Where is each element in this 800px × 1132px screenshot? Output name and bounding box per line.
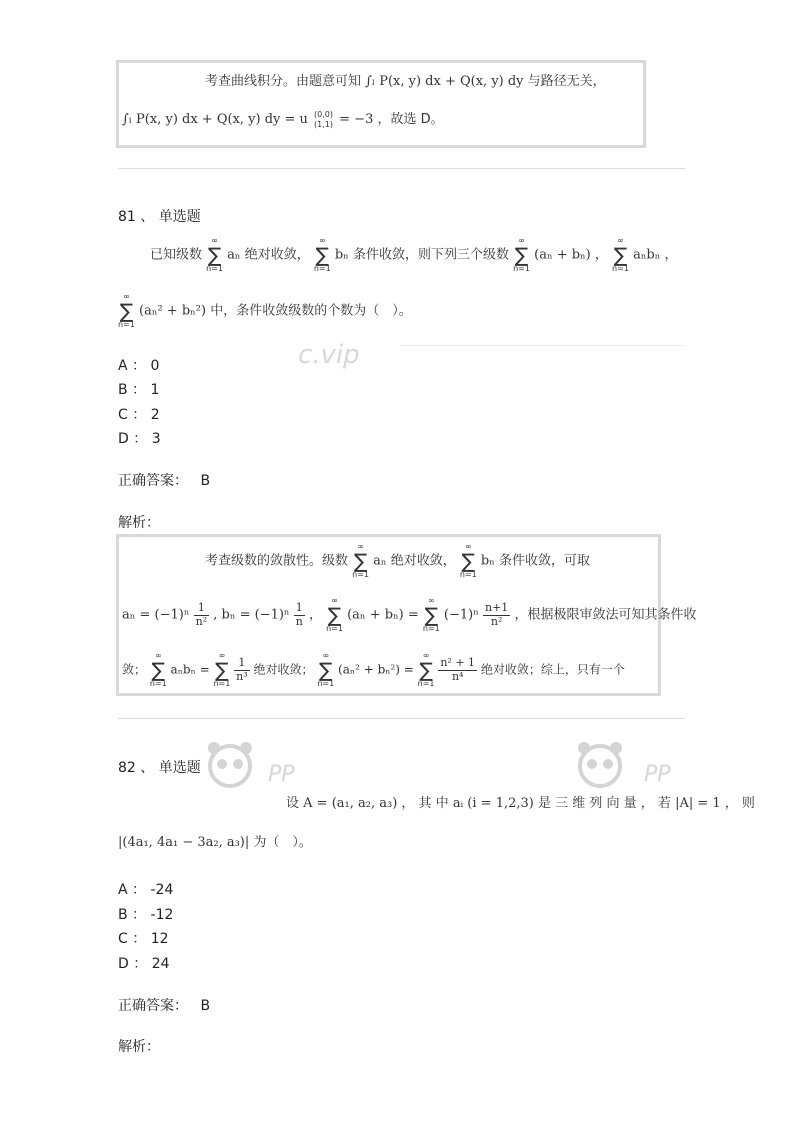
an-l2d: (aₙ + bₙ) = [347,607,419,623]
option-label: C ： [118,931,147,947]
an-l3c: 绝对收敛； [253,662,314,677]
fraction [234,657,250,683]
q82-s3: 是 三 维 列 向 量 ， 若 [538,796,671,811]
an-l3a: 敛； [122,662,147,677]
q82-correct-answer [118,995,210,1015]
option-label: B ： [118,382,147,398]
fraction [294,602,305,628]
q81-option-a[interactable] [118,355,159,375]
an-l2c: ， [308,607,322,623]
top-text-b: 与路径无关， [527,74,606,89]
q81-comma1: ， [594,247,608,263]
sum-symbol [352,543,369,579]
q82-analysis-label: 解析： [118,1039,160,1055]
q82-s5: 为（ ）。 [253,835,312,850]
answer-label: 正确答案： [118,473,188,489]
frac-den: n³ [236,669,248,683]
q81-option-d[interactable] [118,428,161,448]
sum-sigma: ∑ [424,603,439,627]
sum-sigma: ∑ [119,299,134,323]
an-l1d: bₙ [480,553,495,569]
q81-s4: 中，条件收敛级数的个数为（ ）。 [210,303,412,319]
sum-symbol [612,237,629,273]
sum-symbol [423,597,440,633]
q82-s2: ， 其 中 [401,796,449,811]
q82-stem-line1 [286,792,755,811]
an-l3e: 绝对收敛；综上，只有一个 [480,662,625,677]
option-value: 1 [150,382,160,398]
top-expr: ∫ₗ P(x, y) dx + Q(x, y) dy = u [122,112,308,127]
sum-sigma: ∑ [353,549,368,573]
fraction [194,602,210,628]
watermark-panda-icon [570,738,640,788]
option-label: B ： [118,907,147,923]
sum-sigma: ∑ [207,243,222,267]
q82-option-d[interactable] [118,953,170,973]
q81-s2: 绝对收敛， [244,247,310,263]
sum-symbol [118,293,135,329]
option-label: A ： [118,358,147,374]
q81-option-c[interactable] [118,404,160,424]
q81-term-anbn: aₙbₙ [633,247,661,263]
q82-expr1: A = (a₁, a₂, a₃) [303,796,398,811]
top-suffix: ，故选 D。 [377,112,444,127]
sum-upper: ∞ [357,542,364,551]
sum-upper: ∞ [422,651,430,660]
sum-symbol [513,237,530,273]
sum-lower: n=1 [352,570,370,579]
watermark-vip: c.vip [298,340,360,370]
option-label: C ： [118,407,147,423]
frac-num: n+1 [485,600,509,614]
sum-sigma: ∑ [319,658,333,682]
sum-lower: n=1 [313,264,331,273]
sum-lower: n=1 [213,679,231,688]
sum-upper: ∞ [154,651,162,660]
sum-upper: ∞ [218,651,226,660]
sum-symbol [317,652,334,688]
frac-den: n² [195,614,208,628]
q82-expr2: aᵢ (i = 1,2,3) [452,796,534,811]
sum-symbol [213,652,230,688]
answer-value: B [200,998,211,1014]
q82-option-c[interactable] [118,928,169,948]
frac-num: n² + 1 [440,655,476,669]
q82-option-a[interactable] [118,879,173,899]
q82-expr3: |A| = 1 [675,796,721,811]
sum-upper: ∞ [464,542,472,551]
sum-lower: n=1 [417,679,435,688]
limit-lower: (1,1) [314,119,334,129]
sum-sigma: ∑ [327,603,342,627]
sum-upper: ∞ [428,596,435,605]
frac-num: 1 [234,657,250,671]
frac-den: n² [490,614,503,628]
sum-sigma: ∑ [215,658,229,682]
q81-stem-line1 [150,237,678,273]
option-value: 0 [150,358,160,374]
sum-upper: ∞ [322,651,330,660]
sum-symbol [418,652,435,688]
q81-analysis-line2 [122,597,696,633]
sum-lower: n=1 [206,264,224,273]
sum-sigma: ∑ [461,549,476,573]
an-l2a: aₙ = (−1)ⁿ [122,607,190,623]
sum-sigma: ∑ [419,658,433,682]
q81-analysis-line1 [205,543,590,579]
an-l1e: 条件收敛，可取 [498,553,590,569]
question-81-header: 81 、 单选题 [118,209,201,225]
sum-sigma: ∑ [514,243,529,267]
q81-s3: 条件收敛，则下列三个级数 [352,247,509,263]
option-value: 2 [150,407,160,423]
sum-upper: ∞ [518,236,525,245]
sum-lower: n=1 [459,570,477,579]
sum-upper: ∞ [617,236,624,245]
q82-option-b[interactable] [118,904,173,924]
option-label: D ： [118,956,148,972]
q81-stem-line2 [118,293,412,329]
q81-correct-answer [118,470,210,490]
sum-lower: n=1 [513,264,530,273]
q81-term-ab: (aₙ + bₙ) [534,247,591,263]
answer-value: B [200,473,211,489]
top-integral: ∫ₗ P(x, y) dx + Q(x, y) dy [365,74,524,89]
option-label: D ： [118,431,148,447]
frac-den: n [295,614,303,628]
divider [118,718,685,719]
q82-s1: 设 [286,796,300,811]
an-l1c: 绝对收敛， [390,553,456,569]
sum-lower: n=1 [149,679,167,688]
option-value: -24 [150,882,174,898]
fraction [483,602,510,628]
sum-sigma: ∑ [315,243,330,267]
sum-upper: ∞ [331,596,338,605]
sum-symbol [326,597,343,633]
sum-upper: ∞ [318,236,326,245]
frac-num: 1 [294,602,305,616]
frac-den: n⁴ [451,669,464,683]
q81-s1: 已知级数 [150,247,203,263]
q81-analysis-line3 [122,652,625,688]
option-value: 24 [151,956,170,972]
limit-upper: (0,0) [314,110,334,120]
q82-stem-line2 [118,831,312,850]
an-l3d: (aₙ² + bₙ²) = [338,662,414,677]
top-box-line2 [122,108,444,129]
an-l2b: , bₙ = (−1)ⁿ [213,607,290,623]
top-box-line1 [205,70,606,89]
an-l3b: aₙbₙ = [170,662,210,677]
watermark-brand: PP [644,762,671,787]
top-limits [312,110,335,128]
frac-num: 1 [194,602,210,616]
option-label: A ： [118,882,147,898]
sum-symbol [460,543,477,579]
sum-sigma: ∑ [151,658,166,682]
q81-option-b[interactable] [118,379,159,399]
fraction [438,657,477,683]
option-value: 3 [151,431,161,447]
sum-lower: n=1 [317,679,335,688]
divider-faint [400,345,685,346]
q81-term-a: aₙ [227,247,241,263]
sum-upper: ∞ [211,236,218,245]
an-l1b: aₙ [373,553,387,569]
q82-s4: ， 则 [724,796,755,811]
top-value: = −3 [339,112,374,127]
question-82-header: 82 、 单选题 [118,760,201,776]
sum-symbol [150,652,167,688]
sum-sigma: ∑ [613,243,628,267]
an-l2e: (−1)ⁿ [443,607,479,623]
sum-symbol [206,237,223,273]
answer-label: 正确答案： [118,998,188,1014]
watermark-panda-icon [200,738,270,788]
sum-lower: n=1 [422,624,440,633]
q81-term-sq: (aₙ² + bₙ²) [139,303,207,319]
an-l2f: ，根据极限审敛法可知其条件收 [514,607,697,623]
q81-comma2: ， [664,247,678,263]
option-value: -12 [150,907,174,923]
q81-term-b: bₙ [334,247,349,263]
top-text-a: 考查曲线积分。由题意可知 [205,74,362,89]
watermark-brand: PP [268,762,295,787]
sum-lower: n=1 [612,264,629,273]
option-value: 12 [150,931,169,947]
sum-lower: n=1 [118,320,135,329]
sum-lower: n=1 [326,624,343,633]
q81-analysis-label: 解析： [118,515,160,531]
an-l1a: 考查级数的敛散性。级数 [205,553,349,569]
q82-expr4: |(4a₁, 4a₁ − 3a₂, a₃)| [118,835,250,850]
sum-symbol [314,237,331,273]
sum-upper: ∞ [123,292,130,301]
divider [118,168,685,169]
